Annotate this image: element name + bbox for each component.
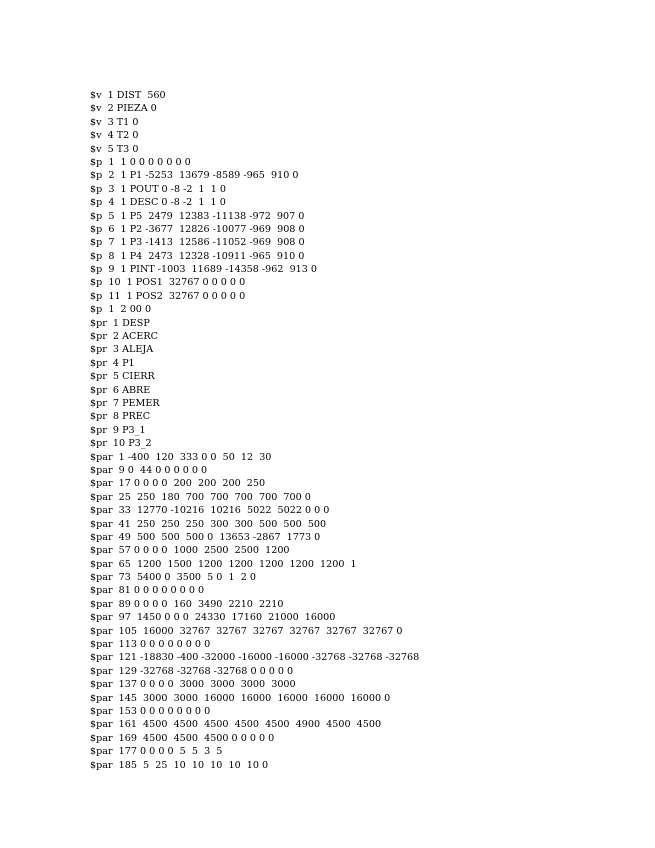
listing-line: $p 4 1 DESC 0 -8 -2 1 1 0 bbox=[90, 197, 226, 209]
listing-line: $p 6 1 P2 -3677 12826 -10077 -969 908 0 bbox=[90, 223, 305, 235]
listing-line: $p 1 1 0 0 0 0 0 0 0 bbox=[90, 156, 191, 168]
listing-line: $par 185 5 25 10 10 10 10 10 0 bbox=[90, 759, 269, 771]
listing-line: $pr 2 ACERC bbox=[90, 331, 158, 343]
listing-line: $p 8 1 P4 2473 12328 -10911 -965 910 0 bbox=[90, 250, 305, 262]
listing-line: $par 81 0 0 0 0 0 0 0 0 bbox=[90, 585, 205, 597]
listing-line: $par 121 -18830 -400 -32000 -16000 -16000 -32768 -32768 -32768 bbox=[90, 652, 420, 664]
listing-line: $par 153 0 0 0 0 0 0 0 0 bbox=[90, 705, 211, 717]
listing-line: $par 177 0 0 0 0 5 5 3 5 bbox=[90, 746, 223, 758]
listing-line: $pr 5 CIERR bbox=[90, 371, 155, 383]
listing-line: $par 137 0 0 0 0 3000 3000 3000 3000 bbox=[90, 679, 296, 691]
listing-line: $par 25 250 180 700 700 700 700 700 0 bbox=[90, 491, 311, 503]
listing-line: $par 57 0 0 0 0 1000 2500 2500 1200 bbox=[90, 545, 290, 557]
listing-line: $pr 9 P3_1 bbox=[90, 424, 146, 436]
listing-line: $pr 3 ALEJA bbox=[90, 344, 154, 356]
listing-line: $pr 8 PREC bbox=[90, 411, 151, 423]
listing-line: $pr 4 P1 bbox=[90, 357, 135, 369]
listing-line: $par 41 250 250 250 300 300 500 500 500 bbox=[90, 518, 327, 530]
listing-line: $p 10 1 POS1 32767 0 0 0 0 0 bbox=[90, 277, 246, 289]
parameter-listing bbox=[90, 89, 419, 772]
listing-line: $par 65 1200 1500 1200 1200 1200 1200 1200 1 bbox=[90, 558, 357, 570]
listing-line: $p 1 2 00 0 bbox=[90, 304, 152, 316]
listing-line: $par 49 500 500 500 0 13653 -2867 1773 0 bbox=[90, 531, 321, 543]
listing-line: $par 97 1450 0 0 0 24330 17160 21000 16000 bbox=[90, 612, 336, 624]
listing-line: $par 145 3000 3000 16000 16000 16000 16000 16000 0 bbox=[90, 692, 391, 704]
listing-line: $p 7 1 P3 -1413 12586 -11052 -969 908 0 bbox=[90, 237, 305, 249]
listing-line: $pr 6 ABRE bbox=[90, 384, 151, 396]
listing-line: $par 129 -32768 -32768 -32768 0 0 0 0 0 bbox=[90, 665, 294, 677]
listing-line: $p 3 1 POUT 0 -8 -2 1 1 0 bbox=[90, 183, 227, 195]
listing-line: $par 33 12770 -10216 10216 5022 5022 0 0 0 bbox=[90, 505, 330, 517]
listing-line: $par 9 0 44 0 0 0 0 0 0 bbox=[90, 464, 208, 476]
listing-line: $par 169 4500 4500 4500 0 0 0 0 0 bbox=[90, 732, 275, 744]
listing-line: $par 105 16000 32767 32767 32767 32767 32767 32767 0 bbox=[90, 625, 403, 637]
listing-line: $par 73 5400 0 3500 5 0 1 2 0 bbox=[90, 572, 256, 584]
listing-line: $par 113 0 0 0 0 0 0 0 0 bbox=[90, 639, 211, 651]
listing-line: $pr 10 P3_2 bbox=[90, 438, 152, 450]
listing-line: $v 4 T2 0 bbox=[90, 130, 139, 142]
listing-line: $v 1 DIST 560 bbox=[90, 90, 166, 101]
listing-line: $p 5 1 P5 2479 12383 -11138 -972 907 0 bbox=[90, 210, 305, 222]
listing-line: $v 5 T3 0 bbox=[90, 143, 139, 155]
listing-line: $p 9 1 PINT -1003 11689 -14358 -962 913 0 bbox=[90, 264, 318, 276]
listing-line: $pr 1 DESP bbox=[90, 317, 150, 329]
listing-line: $par 161 4500 4500 4500 4500 4500 4900 4500 4500 bbox=[90, 719, 382, 731]
listing-line: $par 89 0 0 0 0 160 3490 2210 2210 bbox=[90, 598, 284, 610]
listing-line: $v 3 T1 0 bbox=[90, 116, 139, 128]
listing-line: $pr 7 PEMER bbox=[90, 397, 160, 409]
listing-line: $par 1 -400 120 333 0 0 50 12 30 bbox=[90, 451, 272, 463]
listing-line: $par 17 0 0 0 0 200 200 200 250 bbox=[90, 478, 266, 490]
listing-line: $v 2 PIEZA 0 bbox=[90, 103, 157, 115]
listing-line: $p 11 1 POS2 32767 0 0 0 0 0 bbox=[90, 290, 246, 302]
listing-line: $p 2 1 P1 -5253 13679 -8589 -965 910 0 bbox=[90, 170, 299, 182]
